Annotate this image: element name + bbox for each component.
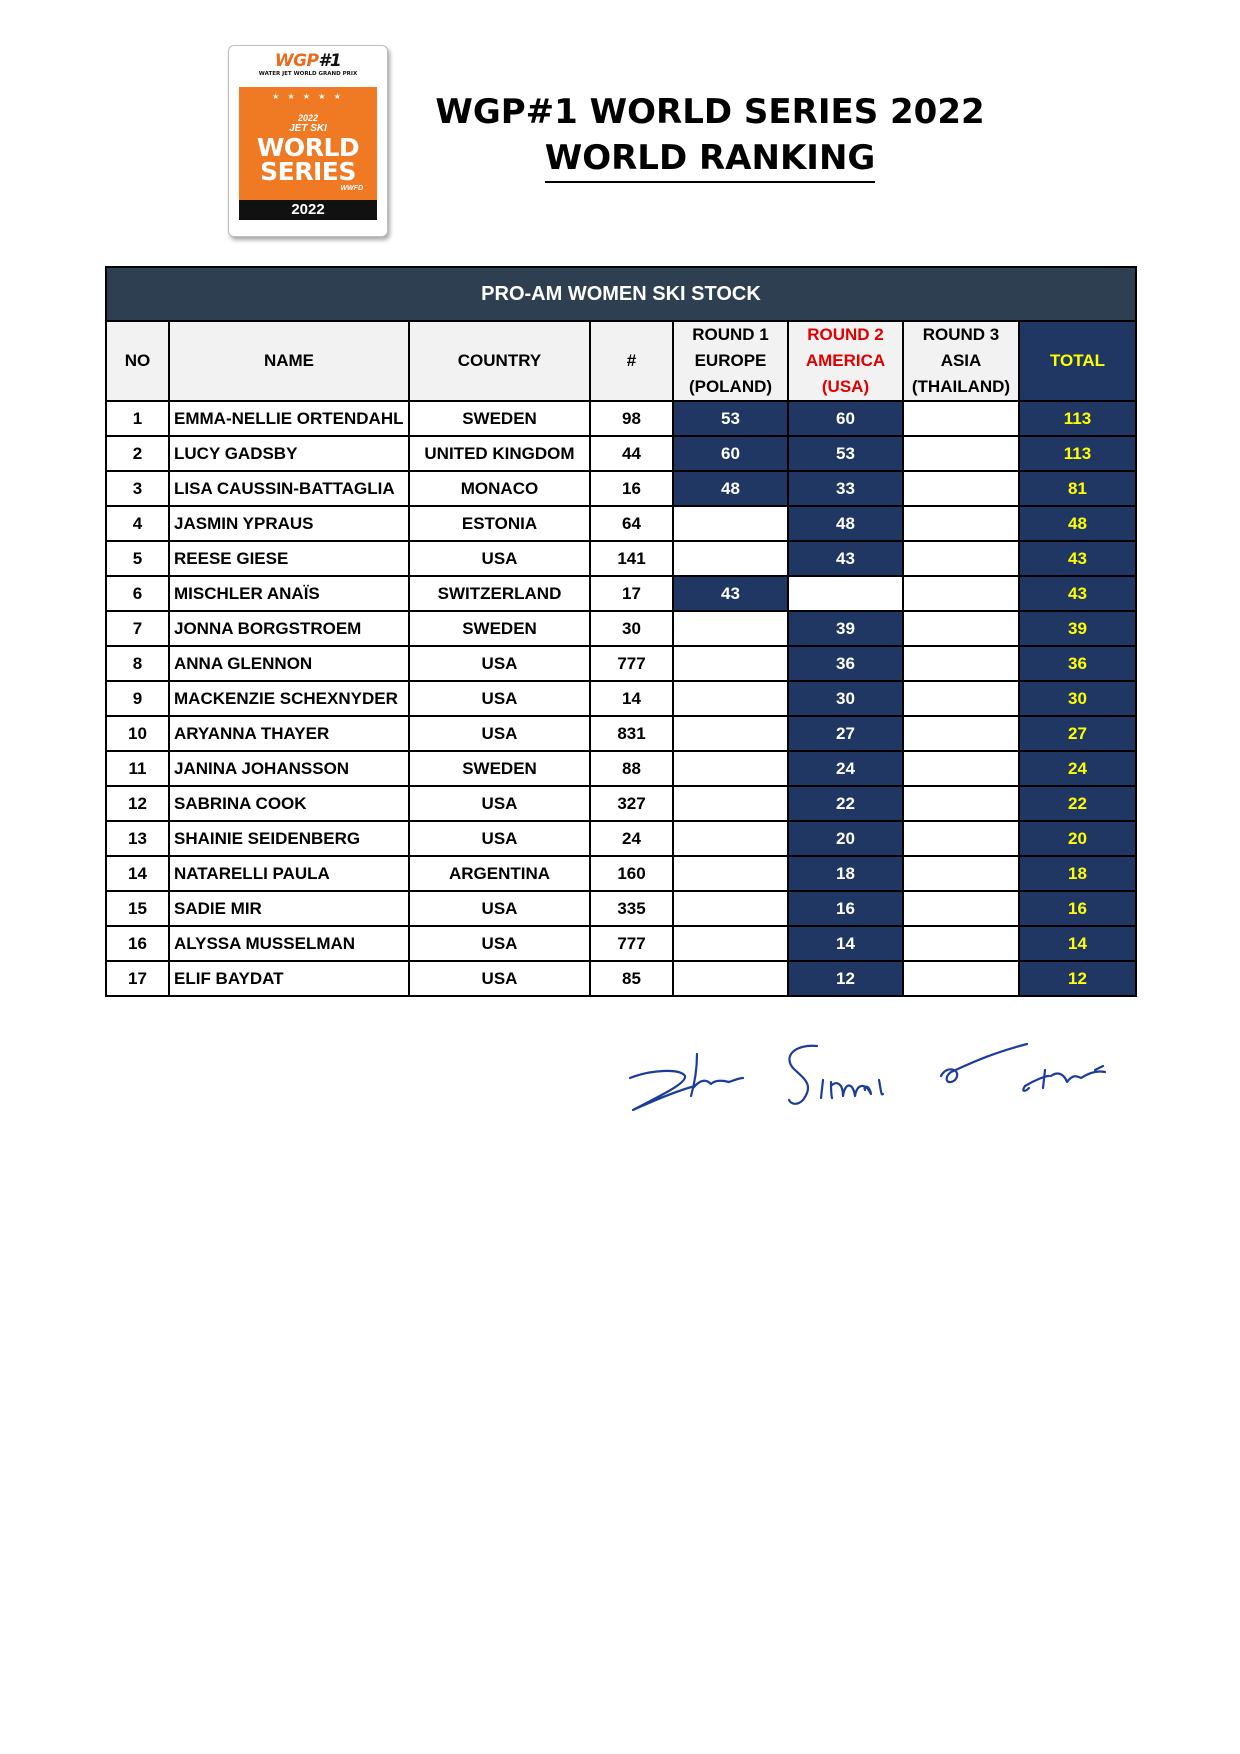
table-row [106, 891, 1136, 926]
race-number-cell: 30 [590, 611, 673, 646]
rider-name-cell: MACKENZIE SCHEXNYDER [169, 681, 409, 716]
table-row [106, 436, 1136, 471]
table-row [106, 471, 1136, 506]
page-subtitle [400, 138, 1020, 178]
logo-header [237, 52, 379, 84]
round3-points-cell [903, 891, 1019, 926]
rider-name-cell: LUCY GADSBY [169, 436, 409, 471]
logo-jetski: JET SKI [289, 123, 327, 134]
race-number-cell: 88 [590, 751, 673, 786]
total-points-cell: 27 [1019, 716, 1136, 751]
table-row [106, 751, 1136, 786]
logo-world: WORLD [256, 133, 360, 162]
round3-points-cell [903, 821, 1019, 856]
country-cell: USA [409, 821, 590, 856]
ranking-table [105, 266, 1137, 997]
rank-cell: 3 [106, 471, 169, 506]
ranking-body [106, 401, 1136, 996]
rank-cell: 11 [106, 751, 169, 786]
round1-points-cell [673, 961, 788, 996]
logo-brand-text: WGP [274, 51, 319, 71]
total-points-cell: 30 [1019, 681, 1136, 716]
rider-name-cell: EMMA-NELLIE ORTENDAHL [169, 401, 409, 436]
rider-name-cell: JANINA JOHANSSON [169, 751, 409, 786]
country-cell: MONACO [409, 471, 590, 506]
country-cell: USA [409, 681, 590, 716]
round2-points-cell: 48 [788, 506, 903, 541]
total-points-cell: 18 [1019, 856, 1136, 891]
rider-name-cell: NATARELLI PAULA [169, 856, 409, 891]
country-cell: USA [409, 646, 590, 681]
race-number-cell: 141 [590, 541, 673, 576]
logo-year-small: 2022 [297, 113, 319, 123]
total-points-cell: 22 [1019, 786, 1136, 821]
round1-points-cell [673, 681, 788, 716]
logo-badge [239, 87, 377, 200]
col-number-header: # [590, 321, 673, 401]
round1-region: EUROPE [694, 351, 767, 370]
round1-points-cell [673, 786, 788, 821]
table-row [106, 611, 1136, 646]
col-round3-header [903, 321, 1019, 401]
round3-points-cell [903, 786, 1019, 821]
rank-cell: 17 [106, 961, 169, 996]
round3-points-cell [903, 751, 1019, 786]
total-points-cell: 43 [1019, 576, 1136, 611]
round2-points-cell: 60 [788, 401, 903, 436]
race-number-cell: 335 [590, 891, 673, 926]
country-cell: USA [409, 541, 590, 576]
total-points-cell: 14 [1019, 926, 1136, 961]
rider-name-cell: LISA CAUSSIN-BATTAGLIA [169, 471, 409, 506]
table-row [106, 541, 1136, 576]
col-round1-header [673, 321, 788, 401]
race-number-cell: 777 [590, 646, 673, 681]
round2-points-cell: 20 [788, 821, 903, 856]
rider-name-cell: SABRINA COOK [169, 786, 409, 821]
total-points-cell: 48 [1019, 506, 1136, 541]
round2-points-cell: 22 [788, 786, 903, 821]
rank-cell: 6 [106, 576, 169, 611]
col-total-header: TOTAL [1019, 321, 1136, 401]
round3-label: ROUND 3 [922, 325, 1000, 344]
country-cell: ESTONIA [409, 506, 590, 541]
signature-1 [630, 1054, 743, 1110]
round1-country: (POLAND) [688, 377, 773, 396]
rider-name-cell: SHAINIE SEIDENBERG [169, 821, 409, 856]
round3-points-cell [903, 471, 1019, 506]
table-row [106, 401, 1136, 436]
logo-subtitle: WATER JET WORLD GRAND PRIX [258, 71, 358, 77]
round2-points-cell: 24 [788, 751, 903, 786]
round1-points-cell: 48 [673, 471, 788, 506]
col-country-header: COUNTRY [409, 321, 590, 401]
total-points-cell: 16 [1019, 891, 1136, 926]
round3-points-cell [903, 576, 1019, 611]
round3-points-cell [903, 436, 1019, 471]
total-points-cell: 20 [1019, 821, 1136, 856]
rider-name-cell: ANNA GLENNON [169, 646, 409, 681]
country-cell: ARGENTINA [409, 856, 590, 891]
total-points-cell: 39 [1019, 611, 1136, 646]
rank-cell: 9 [106, 681, 169, 716]
rider-name-cell: ALYSSA MUSSELMAN [169, 926, 409, 961]
total-points-cell: 12 [1019, 961, 1136, 996]
round1-points-cell [673, 751, 788, 786]
table-row [106, 681, 1136, 716]
round3-points-cell [903, 856, 1019, 891]
logo-brand-number: #1 [318, 51, 342, 71]
round2-points-cell: 39 [788, 611, 903, 646]
round1-points-cell [673, 821, 788, 856]
round1-points-cell [673, 541, 788, 576]
rank-cell: 1 [106, 401, 169, 436]
total-points-cell: 24 [1019, 751, 1136, 786]
round1-points-cell: 60 [673, 436, 788, 471]
rider-name-cell: JONNA BORGSTROEM [169, 611, 409, 646]
round3-country: (THAILAND) [911, 377, 1011, 396]
round1-points-cell [673, 611, 788, 646]
country-cell: USA [409, 926, 590, 961]
round1-points-cell [673, 716, 788, 751]
logo-year: 2022 [239, 200, 377, 220]
country-cell: UNITED KINGDOM [409, 436, 590, 471]
table-row [106, 856, 1136, 891]
round1-points-cell: 53 [673, 401, 788, 436]
signature-2 [789, 1046, 883, 1104]
country-cell: USA [409, 716, 590, 751]
rider-name-cell: MISCHLER ANAÏS [169, 576, 409, 611]
race-number-cell: 85 [590, 961, 673, 996]
round3-points-cell [903, 541, 1019, 576]
country-cell: USA [409, 961, 590, 996]
race-number-cell: 831 [590, 716, 673, 751]
round2-points-cell: 43 [788, 541, 903, 576]
round1-points-cell [673, 891, 788, 926]
round2-points-cell: 30 [788, 681, 903, 716]
round1-points-cell [673, 646, 788, 681]
round2-label: ROUND 2 [807, 325, 884, 344]
race-number-cell: 64 [590, 506, 673, 541]
rider-name-cell: SADIE MIR [169, 891, 409, 926]
signatures [625, 1040, 1140, 1130]
round1-points-cell [673, 926, 788, 961]
rank-cell: 8 [106, 646, 169, 681]
race-number-cell: 44 [590, 436, 673, 471]
total-points-cell: 113 [1019, 401, 1136, 436]
total-points-cell: 113 [1019, 436, 1136, 471]
round2-points-cell: 33 [788, 471, 903, 506]
rider-name-cell: ELIF BAYDAT [169, 961, 409, 996]
rank-cell: 10 [106, 716, 169, 751]
round2-points-cell [788, 576, 903, 611]
total-points-cell: 36 [1019, 646, 1136, 681]
race-number-cell: 16 [590, 471, 673, 506]
total-points-cell: 81 [1019, 471, 1136, 506]
round1-points-cell: 43 [673, 576, 788, 611]
race-number-cell: 17 [590, 576, 673, 611]
round3-points-cell [903, 961, 1019, 996]
round3-points-cell [903, 681, 1019, 716]
table-row [106, 716, 1136, 751]
country-cell: USA [409, 891, 590, 926]
logo-stars: ★ ★ ★ ★ ★ [272, 92, 344, 101]
category-header: PRO-AM WOMEN SKI STOCK [106, 267, 1136, 321]
rank-cell: 16 [106, 926, 169, 961]
rank-cell: 4 [106, 506, 169, 541]
round2-points-cell: 36 [788, 646, 903, 681]
rank-cell: 15 [106, 891, 169, 926]
race-number-cell: 24 [590, 821, 673, 856]
wgp-world-series-logo [228, 45, 388, 237]
round3-points-cell [903, 646, 1019, 681]
round2-points-cell: 27 [788, 716, 903, 751]
round3-points-cell [903, 926, 1019, 961]
table-row [106, 786, 1136, 821]
signature-3 [941, 1044, 1105, 1091]
round2-points-cell: 12 [788, 961, 903, 996]
rank-cell: 13 [106, 821, 169, 856]
table-row [106, 821, 1136, 856]
country-cell: USA [409, 786, 590, 821]
rider-name-cell: JASMIN YPRAUS [169, 506, 409, 541]
rank-cell: 7 [106, 611, 169, 646]
rank-cell: 5 [106, 541, 169, 576]
country-cell: SWEDEN [409, 401, 590, 436]
rank-cell: 2 [106, 436, 169, 471]
total-points-cell: 43 [1019, 541, 1136, 576]
col-name-header: NAME [169, 321, 409, 401]
page-title: WGP#1 WORLD SERIES 2022 [435, 92, 985, 132]
table-row [106, 926, 1136, 961]
rank-cell: 14 [106, 856, 169, 891]
rank-cell: 12 [106, 786, 169, 821]
country-cell: SWEDEN [409, 611, 590, 646]
table-row [106, 646, 1136, 681]
logo-series: SERIES [260, 157, 356, 186]
col-round2-header [788, 321, 903, 401]
race-number-cell: 98 [590, 401, 673, 436]
table-row [106, 506, 1136, 541]
round1-points-cell [673, 856, 788, 891]
round2-points-cell: 14 [788, 926, 903, 961]
race-number-cell: 777 [590, 926, 673, 961]
round3-points-cell [903, 401, 1019, 436]
table-row [106, 576, 1136, 611]
round3-region: ASIA [940, 351, 982, 370]
rider-name-cell: REESE GIESE [169, 541, 409, 576]
logo-wwfd: WWFD [340, 185, 363, 192]
round1-points-cell [673, 506, 788, 541]
page-subtitle-text: WORLD RANKING [545, 138, 876, 183]
race-number-cell: 14 [590, 681, 673, 716]
round3-points-cell [903, 506, 1019, 541]
round2-points-cell: 53 [788, 436, 903, 471]
round2-country: (USA) [821, 377, 870, 396]
round2-points-cell: 18 [788, 856, 903, 891]
round2-region: AMERICA [805, 351, 886, 370]
round2-points-cell: 16 [788, 891, 903, 926]
race-number-cell: 327 [590, 786, 673, 821]
round3-points-cell [903, 611, 1019, 646]
country-cell: SWITZERLAND [409, 576, 590, 611]
race-number-cell: 160 [590, 856, 673, 891]
table-row [106, 961, 1136, 996]
round3-points-cell [903, 716, 1019, 751]
rider-name-cell: ARYANNA THAYER [169, 716, 409, 751]
col-no-header: NO [106, 321, 169, 401]
country-cell: SWEDEN [409, 751, 590, 786]
round1-label: ROUND 1 [692, 325, 769, 344]
